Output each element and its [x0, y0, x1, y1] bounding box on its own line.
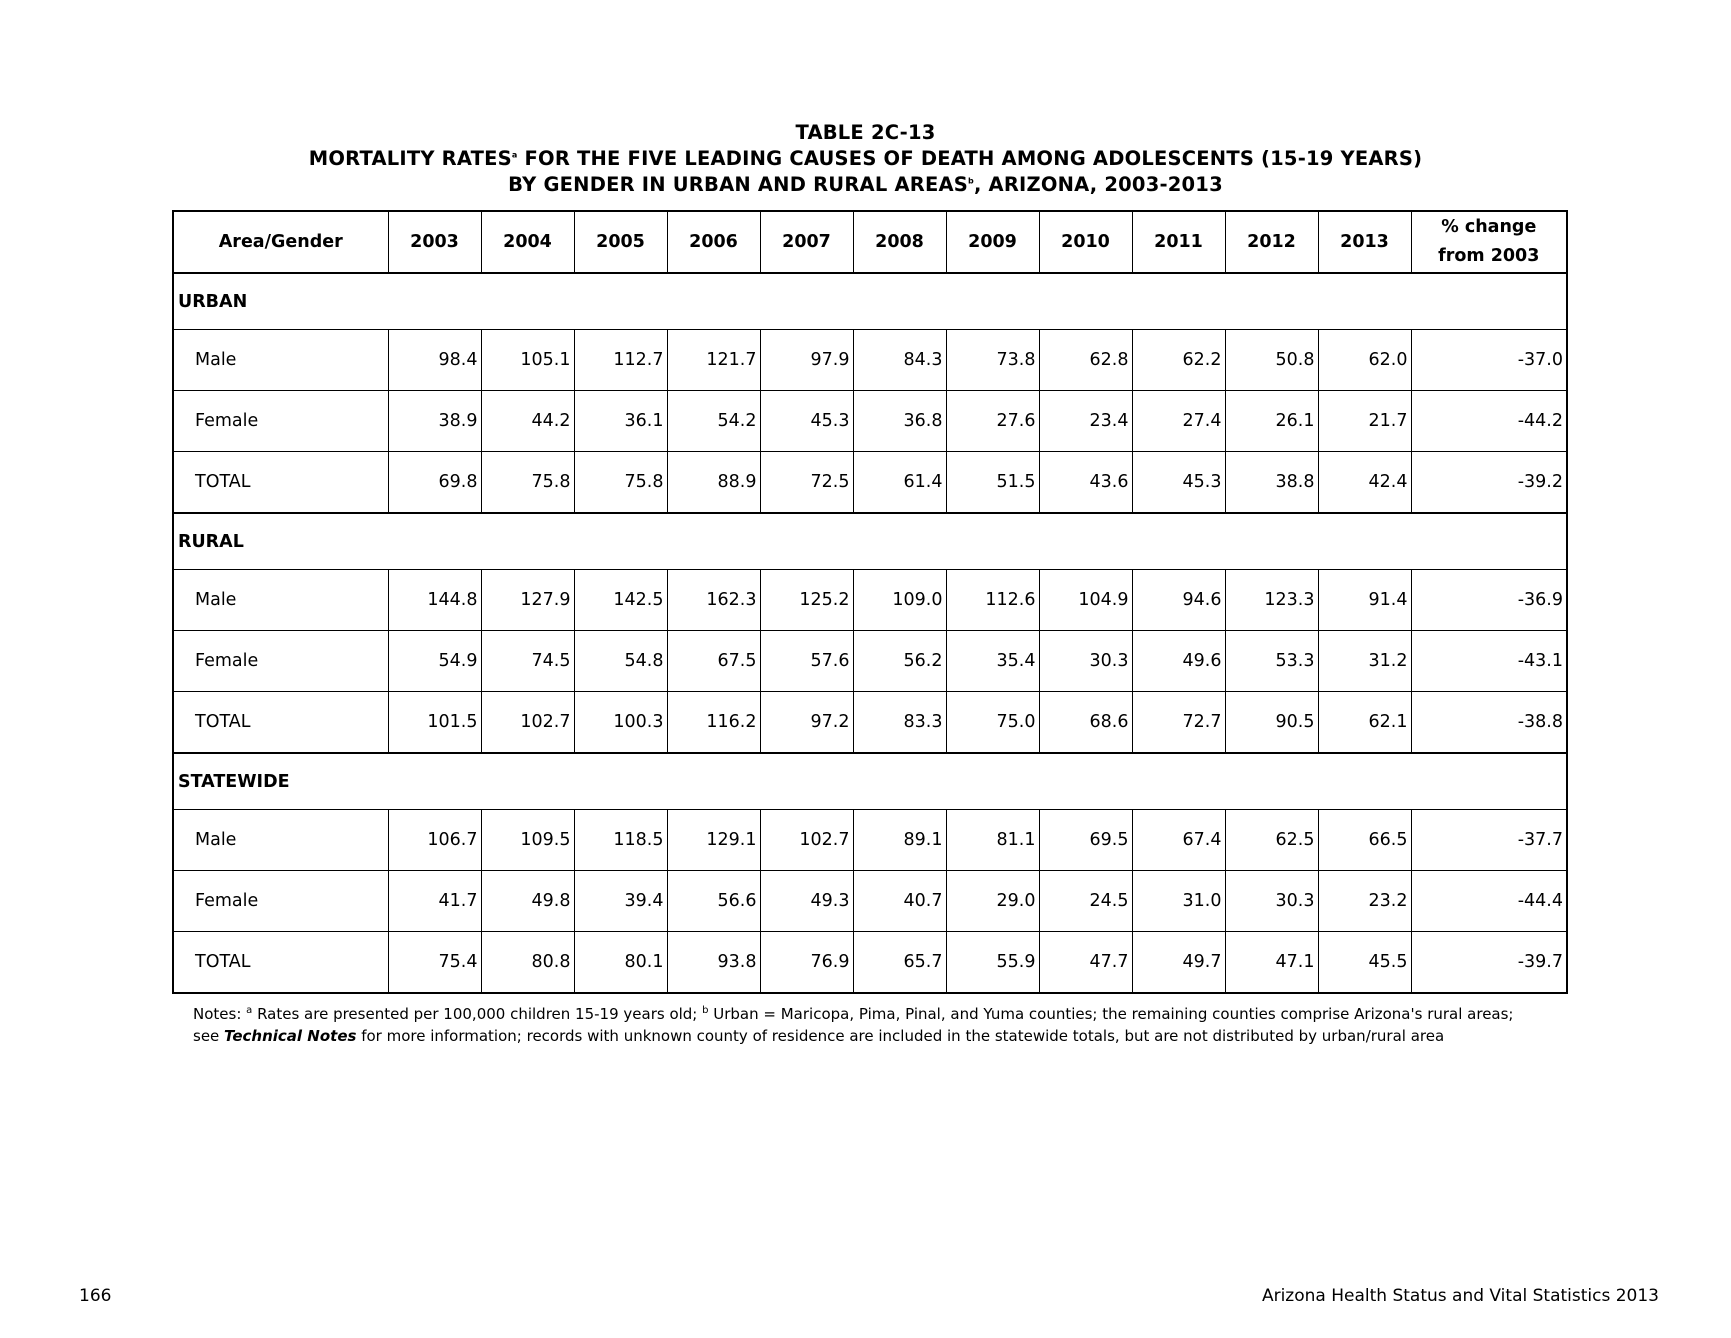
group-row	[173, 753, 1567, 810]
row-label: Male	[173, 330, 388, 391]
rate-cell: 80.1	[574, 932, 667, 994]
rate-cell: 73.8	[946, 330, 1039, 391]
rate-cell: 54.9	[388, 631, 481, 692]
group-row	[173, 513, 1567, 570]
rate-cell: 62.1	[1318, 692, 1411, 754]
rate-cell: 69.8	[388, 452, 481, 514]
rate-cell: 129.1	[667, 810, 760, 871]
rate-cell: 56.2	[853, 631, 946, 692]
row-label: Male	[173, 570, 388, 631]
rate-cell: 106.7	[388, 810, 481, 871]
group-row	[173, 273, 1567, 330]
rate-cell: 61.4	[853, 452, 946, 514]
header-year: 2008	[853, 211, 946, 273]
rate-cell: 112.7	[574, 330, 667, 391]
rate-cell: 36.1	[574, 391, 667, 452]
technical-notes-reference: Technical Notes	[224, 1027, 357, 1045]
rate-cell: 69.5	[1039, 810, 1132, 871]
table-notes	[193, 1003, 1613, 1047]
rate-cell: 75.8	[574, 452, 667, 514]
rate-cell: 65.7	[853, 932, 946, 994]
rate-cell: 116.2	[667, 692, 760, 754]
row-label: TOTAL	[173, 692, 388, 754]
rate-cell: 30.3	[1039, 631, 1132, 692]
table-row	[173, 631, 1567, 692]
rate-cell: 142.5	[574, 570, 667, 631]
rate-cell: 49.6	[1132, 631, 1225, 692]
rate-cell: 109.5	[481, 810, 574, 871]
rate-cell: 38.9	[388, 391, 481, 452]
header-year: 2006	[667, 211, 760, 273]
rate-cell: 50.8	[1225, 330, 1318, 391]
rate-cell: 31.0	[1132, 871, 1225, 932]
group-label: RURAL	[173, 513, 1567, 570]
rate-cell: 31.2	[1318, 631, 1411, 692]
table-row	[173, 330, 1567, 391]
rate-cell: 66.5	[1318, 810, 1411, 871]
publication-title: Arizona Health Status and Vital Statistics 2013	[1261, 1286, 1659, 1306]
pct-change-cell: -39.2	[1411, 452, 1567, 514]
rate-cell: 39.4	[574, 871, 667, 932]
pct-change-cell: -44.4	[1411, 871, 1567, 932]
table-row	[173, 810, 1567, 871]
header-year: 2007	[760, 211, 853, 273]
rate-cell: 72.5	[760, 452, 853, 514]
notes-line-1: Notes: $^a$ Rates are presented per 100,000 children 15-19 years old; $^b$ Urban = Maricopa, Pima, Pinal, and Yuma counties; the remaining counties comprise Arizona's rural areas;	[193, 1005, 1514, 1023]
rate-cell: 74.5	[481, 631, 574, 692]
rate-cell: 54.2	[667, 391, 760, 452]
table-row	[173, 452, 1567, 514]
row-label: TOTAL	[173, 452, 388, 514]
rate-cell: 94.6	[1132, 570, 1225, 631]
pct-change-cell: -37.7	[1411, 810, 1567, 871]
rate-cell: 51.5	[946, 452, 1039, 514]
rate-cell: 162.3	[667, 570, 760, 631]
rate-cell: 67.4	[1132, 810, 1225, 871]
table-number: TABLE 2C-13	[795, 121, 936, 144]
group-label: STATEWIDE	[173, 753, 1567, 810]
table-row	[173, 570, 1567, 631]
rate-cell: 100.3	[574, 692, 667, 754]
row-label: Female	[173, 871, 388, 932]
notes-line-2: see Technical Notes for more information; records with unknown county of residence are included in the statewide totals, but are not distributed by urban/rural area	[193, 1027, 1445, 1045]
rate-cell: 105.1	[481, 330, 574, 391]
rate-cell: 101.5	[388, 692, 481, 754]
rate-cell: 123.3	[1225, 570, 1318, 631]
rate-cell: 68.6	[1039, 692, 1132, 754]
rate-cell: 93.8	[667, 932, 760, 994]
row-label: TOTAL	[173, 932, 388, 994]
rate-cell: 81.1	[946, 810, 1039, 871]
rate-cell: 75.0	[946, 692, 1039, 754]
rate-cell: 45.3	[1132, 452, 1225, 514]
header-pct-change: % change from 2003	[1411, 211, 1567, 273]
rate-cell: 62.8	[1039, 330, 1132, 391]
table-row	[173, 391, 1567, 452]
rate-cell: 43.6	[1039, 452, 1132, 514]
rate-cell: 75.4	[388, 932, 481, 994]
rate-cell: 47.7	[1039, 932, 1132, 994]
rate-cell: 72.7	[1132, 692, 1225, 754]
rate-cell: 24.5	[1039, 871, 1132, 932]
table-title-block	[0, 120, 1731, 198]
rate-cell: 53.3	[1225, 631, 1318, 692]
rate-cell: 89.1	[853, 810, 946, 871]
rate-cell: 42.4	[1318, 452, 1411, 514]
rate-cell: 44.2	[481, 391, 574, 452]
rate-cell: 118.5	[574, 810, 667, 871]
rate-cell: 29.0	[946, 871, 1039, 932]
row-label: Female	[173, 391, 388, 452]
rate-cell: 80.8	[481, 932, 574, 994]
header-year: 2011	[1132, 211, 1225, 273]
rate-cell: 62.5	[1225, 810, 1318, 871]
rate-cell: 30.3	[1225, 871, 1318, 932]
table-row	[173, 692, 1567, 754]
header-area-gender: Area/Gender	[173, 211, 388, 273]
rate-cell: 121.7	[667, 330, 760, 391]
row-label: Female	[173, 631, 388, 692]
rate-cell: 38.8	[1225, 452, 1318, 514]
rate-cell: 49.3	[760, 871, 853, 932]
rate-cell: 27.6	[946, 391, 1039, 452]
pct-change-cell: -44.2	[1411, 391, 1567, 452]
rate-cell: 75.8	[481, 452, 574, 514]
rate-cell: 76.9	[760, 932, 853, 994]
rate-cell: 36.8	[853, 391, 946, 452]
rate-cell: 40.7	[853, 871, 946, 932]
rate-cell: 23.4	[1039, 391, 1132, 452]
rate-cell: 83.3	[853, 692, 946, 754]
rate-cell: 55.9	[946, 932, 1039, 994]
rate-cell: 57.6	[760, 631, 853, 692]
rate-cell: 97.9	[760, 330, 853, 391]
pct-change-cell: -37.0	[1411, 330, 1567, 391]
rate-cell: 109.0	[853, 570, 946, 631]
page-number: 166	[79, 1286, 112, 1306]
group-label: URBAN	[173, 273, 1567, 330]
rate-cell: 47.1	[1225, 932, 1318, 994]
rate-cell: 41.7	[388, 871, 481, 932]
rate-cell: 125.2	[760, 570, 853, 631]
table-row	[173, 932, 1567, 994]
rate-cell: 49.7	[1132, 932, 1225, 994]
header-year: 2005	[574, 211, 667, 273]
header-year: 2003	[388, 211, 481, 273]
rate-cell: 91.4	[1318, 570, 1411, 631]
table-title-line-3: BY GENDER IN URBAN AND RURAL AREAS$^b$, ARIZONA, 2003-2013	[508, 173, 1223, 196]
rate-cell: 27.4	[1132, 391, 1225, 452]
header-year: 2004	[481, 211, 574, 273]
header-row	[173, 211, 1567, 273]
row-label: Male	[173, 810, 388, 871]
rate-cell: 67.5	[667, 631, 760, 692]
rate-cell: 84.3	[853, 330, 946, 391]
mortality-rates-table	[172, 210, 1568, 994]
rate-cell: 45.3	[760, 391, 853, 452]
rate-cell: 54.8	[574, 631, 667, 692]
pct-change-cell: -38.8	[1411, 692, 1567, 754]
rate-cell: 90.5	[1225, 692, 1318, 754]
table-row	[173, 871, 1567, 932]
rate-cell: 35.4	[946, 631, 1039, 692]
header-year: 2010	[1039, 211, 1132, 273]
rate-cell: 62.0	[1318, 330, 1411, 391]
table-title-line-2: MORTALITY RATES$^a$ FOR THE FIVE LEADING CAUSES OF DEATH AMONG ADOLESCENTS (15-19 YEARS)	[308, 147, 1423, 170]
header-year: 2012	[1225, 211, 1318, 273]
rate-cell: 45.5	[1318, 932, 1411, 994]
rate-cell: 112.6	[946, 570, 1039, 631]
header-year: 2013	[1318, 211, 1411, 273]
header-year: 2009	[946, 211, 1039, 273]
rate-cell: 56.6	[667, 871, 760, 932]
rate-cell: 88.9	[667, 452, 760, 514]
rate-cell: 102.7	[481, 692, 574, 754]
pct-change-cell: -43.1	[1411, 631, 1567, 692]
rate-cell: 49.8	[481, 871, 574, 932]
rate-cell: 98.4	[388, 330, 481, 391]
pct-change-cell: -36.9	[1411, 570, 1567, 631]
pct-change-cell: -39.7	[1411, 932, 1567, 994]
rate-cell: 127.9	[481, 570, 574, 631]
rate-cell: 23.2	[1318, 871, 1411, 932]
rate-cell: 21.7	[1318, 391, 1411, 452]
rate-cell: 144.8	[388, 570, 481, 631]
rate-cell: 97.2	[760, 692, 853, 754]
rate-cell: 26.1	[1225, 391, 1318, 452]
rate-cell: 102.7	[760, 810, 853, 871]
rate-cell: 62.2	[1132, 330, 1225, 391]
rate-cell: 104.9	[1039, 570, 1132, 631]
